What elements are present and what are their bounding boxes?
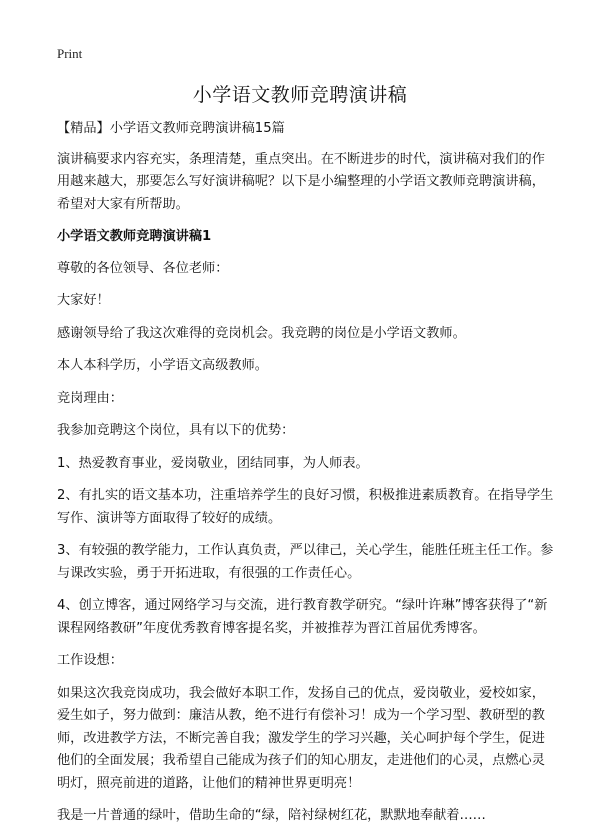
- paragraph-advantage-2: 2、有扎实的语文基本功，注重培养学生的良好习惯，积极推进素质教育。在指导学生写作、演讲等方面取得了较好的成绩。: [57, 488, 554, 526]
- print-label: Print: [57, 46, 83, 61]
- intro-paragraph: 演讲稿要求内容充实，条理清楚，重点突出。在不断进步的时代，演讲稿对我们的作用越来越大，那要怎么写好演讲稿呢？以下是小编整理的小学语文教师竞聘演讲稿，希望对大家有所帮助。: [57, 151, 545, 212]
- paragraph-advantage-3: 3、有较强的教学能力，工作认真负责，严以律己，关心学生，能胜任班主任工作。参与课改实验，勇于开拓进取，有很强的工作责任心。: [57, 543, 554, 581]
- paragraph-advantages-intro: 我参加竞聘这个岗位，具有以下的优势：: [57, 423, 295, 438]
- document-body: [57, 118, 557, 838]
- paragraph-greeting: 尊敬的各位领导、各位老师：: [57, 260, 229, 276]
- paragraph-advantage-1: 1、热爱教育事业，爱岗敬业，团结同事，为人师表。: [57, 455, 369, 471]
- paragraph-thanks: 感谢领导给了我这次难得的竞岗机会。我竞聘的岗位是小学语文教师。: [57, 325, 466, 341]
- document-subtitle: 【精品】小学语文教师竞聘演讲稿15篇: [57, 121, 285, 136]
- paragraph-hello: 大家好！: [57, 293, 110, 308]
- paragraph-plan-heading: 工作设想：: [57, 653, 123, 668]
- page-title: 小学语文教师竞聘演讲稿: [192, 84, 408, 106]
- paragraph-closing: 我是一片普通的绿叶，借助生命的“绿，陪衬绿树红花，默默地奉献着……: [57, 808, 486, 823]
- paragraph-reason-heading: 竞岗理由：: [57, 390, 123, 406]
- paragraph-education: 本人本科学历，小学语文高级教师。: [57, 358, 268, 373]
- section-heading: 小学语文教师竞聘演讲稿1: [57, 229, 212, 244]
- paragraph-plan: 如果这次我竞岗成功，我会做好本职工作，发扬自己的优点，爱岗敬业，爱校如家，爱生如子，努力做到：廉洁从教，绝不进行有偿补习！成为一个学习型、教研型的教师，改进教学方法，不断完善自我；激发学生的学习兴趣，关心呵护每个学生，促进他们的全面发展；我希望自己能成为孩子们的知心朋友，走进他们的心灵，点燃心灵明灯，照亮前进的道路，让他们的精神世界更明亮！: [57, 685, 545, 791]
- paragraph-advantage-4: 4、创立博客，通过网络学习与交流，进行教育教学研究。“绿叶许琳”博客获得了“新课程网络教研”年度优秀教育博客提名奖，并被推荐为晋江首届优秀博客。: [57, 598, 548, 636]
